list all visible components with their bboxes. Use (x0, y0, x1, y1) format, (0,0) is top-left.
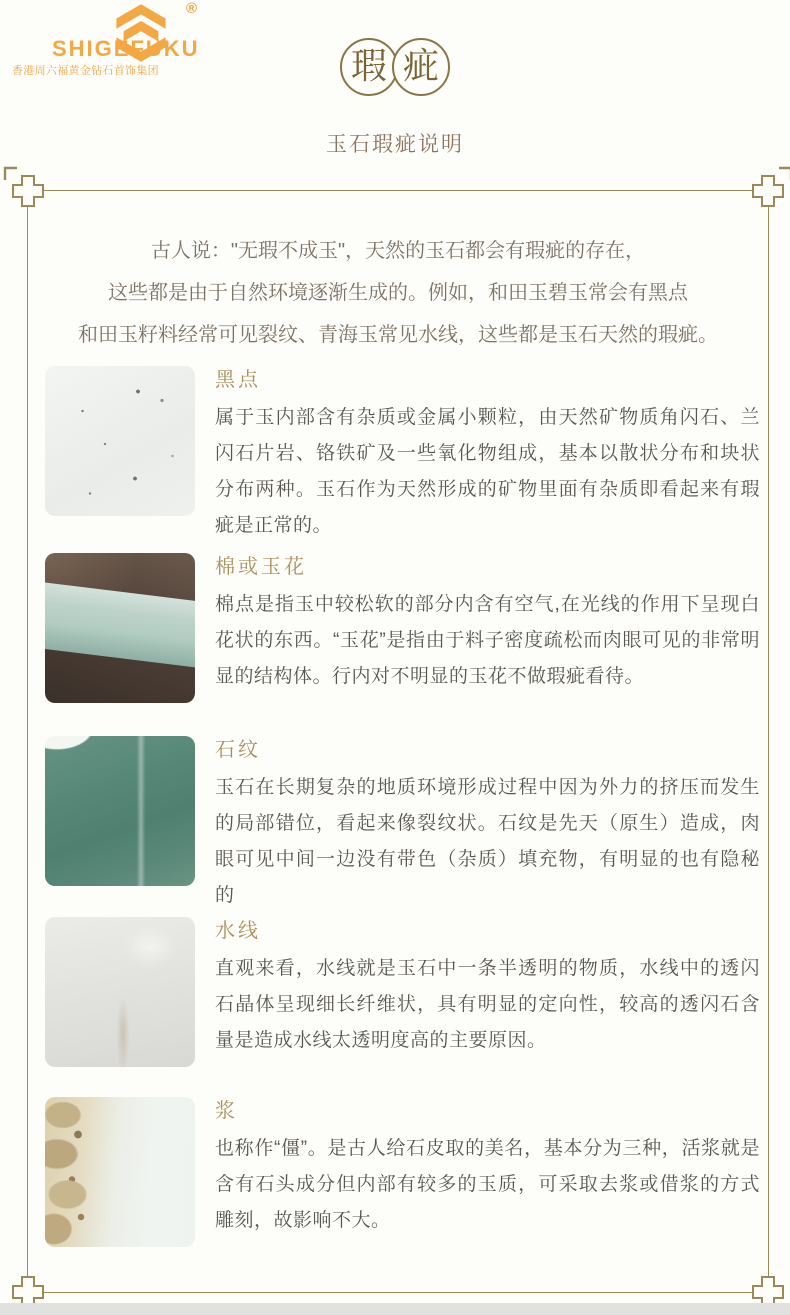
sample-image-cotton (45, 553, 195, 703)
badge-char-right: 疵 (402, 46, 439, 87)
bottom-edge-strip (0, 1303, 790, 1315)
badge-circle-right (392, 38, 450, 96)
flaw-section-cotton (45, 553, 760, 703)
section-body: 属于玉内部含有杂质或金属小颗粒，由天然矿物质角闪石、兰闪石片岩、铬铁矿及一些氧化物组成，基本以散状分布和块状分布两种。玉石作为天然形成的矿物里面有杂质即看起来有瑕疵是正常的。 (215, 407, 760, 536)
section-body: 也称作“僵”。是古人给石皮取的美名，基本分为三种，活浆就是含有石头成分但内部有较多的玉质，可采取去浆或借浆的方式雕刻，故影响不大。 (215, 1138, 760, 1231)
section-heading: 石纹 (215, 739, 261, 761)
badge-circle-left (340, 38, 398, 96)
section-text (215, 917, 760, 1067)
sample-image-water-line (45, 917, 195, 1067)
intro-line: 古人说："无瑕不成玉"，天然的玉石都会有瑕疵的存在， (150, 240, 646, 262)
brand-tagline: 香港周六福黄金钻石首饰集团 (12, 65, 159, 77)
section-text (215, 366, 760, 544)
section-text (215, 553, 760, 703)
flaw-section-jiang (45, 1097, 760, 1247)
section-body: 直观来看，水线就是玉石中一条半透明的物质，水线中的透闪石晶体呈现细长纤维状，具有明显的定向性，较高的透闪石含量是造成水线太透明度高的主要原因。 (215, 958, 760, 1051)
sample-image-jiang (45, 1097, 195, 1247)
section-text (215, 736, 760, 914)
badge-char-left: 瑕 (350, 46, 387, 87)
section-heading: 浆 (215, 1100, 238, 1122)
page-title: 玉石瑕疵说明 (326, 133, 464, 156)
registered-trademark-icon: ® (186, 0, 198, 17)
intro-line: 和田玉籽料经常可见裂纹、青海玉常见水线，这些都是玉石天然的瑕疵。 (78, 324, 718, 346)
brand-wordmark: SHIGEFUKU (52, 36, 200, 61)
jade-bangle-band (45, 580, 195, 669)
section-heading: 棉或玉花 (215, 556, 307, 578)
intro-paragraph (27, 230, 769, 356)
frame-corner-ornament-icon (2, 165, 46, 209)
flaw-section-stone-line (45, 736, 760, 914)
section-heading: 水线 (215, 920, 261, 942)
flaw-badge (0, 38, 790, 96)
flaw-section-water-line (45, 917, 760, 1067)
flaw-section-black-spots (45, 366, 760, 544)
section-text (215, 1097, 760, 1247)
section-heading: 黑点 (215, 369, 261, 391)
intro-line: 这些都是由于自然环境逐渐生成的。例如，和田玉碧玉常会有黑点 (108, 282, 688, 304)
frame-corner-ornament-icon (750, 165, 790, 209)
sample-image-stone-line (45, 736, 195, 886)
section-body: 玉石在长期复杂的地质环境形成过程中因为外力的挤压而发生的局部错位，看起来像裂纹状。石纹是先天（原生）造成，肉眼可见中间一边没有带色（杂质）填充物，有明显的也有隐秘的 (215, 777, 760, 906)
sample-image-black-spots (45, 366, 195, 516)
section-body: 棉点是指玉中较松软的部分内含有空气,在光线的作用下呈现白花状的东西。“玉花”是指由于料子密度疏松而肉眼可见的非常明显的结构体。行内对不明显的玉花不做瑕疵看待。 (215, 594, 760, 687)
